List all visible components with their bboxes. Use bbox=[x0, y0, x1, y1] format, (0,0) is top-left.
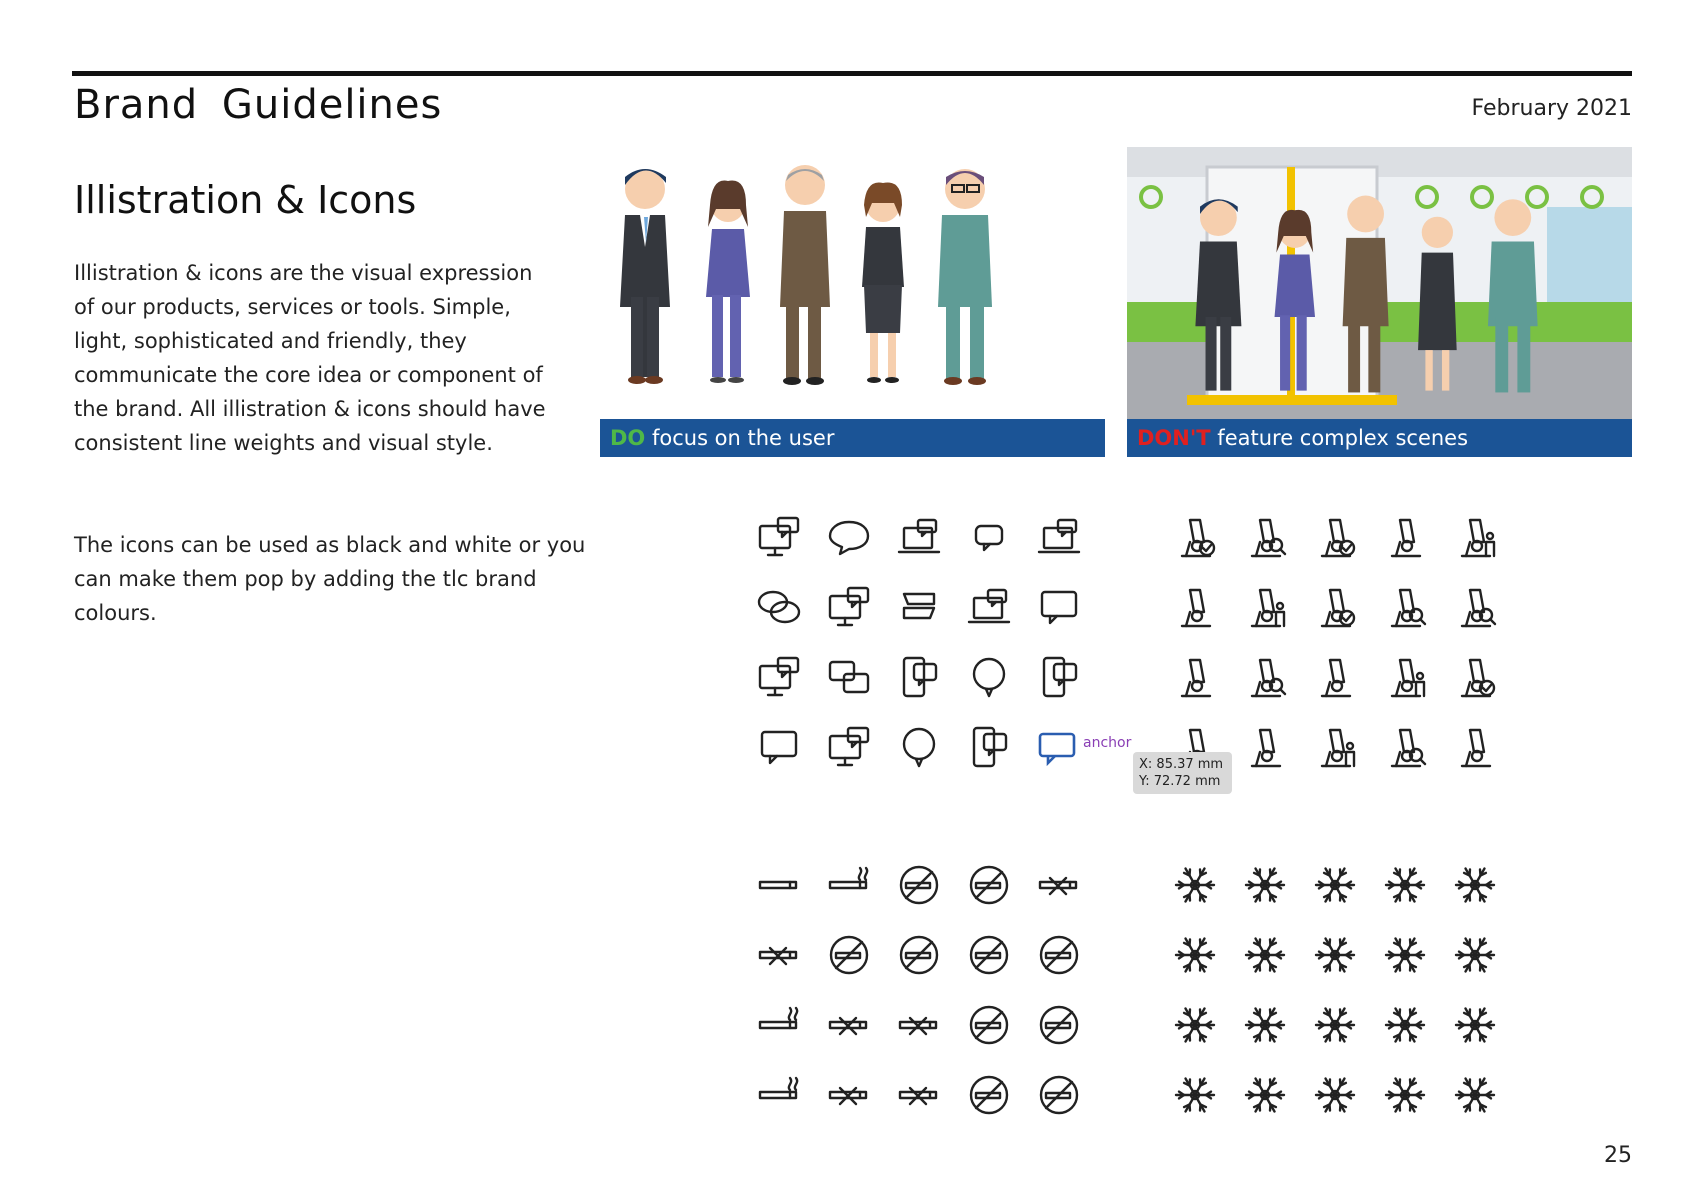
snowflake-icon bbox=[1160, 990, 1230, 1060]
cigarette-cross-icon bbox=[814, 1060, 884, 1130]
speech-bubble-icon bbox=[814, 502, 884, 572]
microscope-person-icon bbox=[1440, 502, 1510, 572]
snowflake-icon bbox=[1230, 990, 1300, 1060]
round-bubble-icon bbox=[954, 642, 1024, 712]
snowflake-icon bbox=[1300, 850, 1370, 920]
no-smoking-icon bbox=[884, 850, 954, 920]
smoking-cigarette-icon bbox=[744, 990, 814, 1060]
page-number: 25 bbox=[1604, 1143, 1632, 1168]
person-1 bbox=[620, 169, 670, 384]
intro-paragraph: Illistration & icons are the visual expression of our products, services or tools. Simple, light, sophisticated and friendly, they communicate the core idea or component of the brand. All illistration & icons should have consistent line weights and visual style. bbox=[74, 261, 546, 455]
cigarette-cross-icon bbox=[814, 990, 884, 1060]
cigarette-cross-icon bbox=[744, 920, 814, 990]
snowflake-icon bbox=[1230, 1060, 1300, 1130]
phone-chat-icon bbox=[884, 642, 954, 712]
cigarette-cross-icon bbox=[884, 1060, 954, 1130]
microscope-person-icon bbox=[1300, 712, 1370, 782]
microscope-search-icon bbox=[1440, 572, 1510, 642]
document-title: Brand Guidelines bbox=[74, 82, 443, 128]
dont-caption-text: feature complex scenes bbox=[1210, 426, 1469, 450]
microscope-icon bbox=[1160, 572, 1230, 642]
snowflake-icon bbox=[1440, 920, 1510, 990]
no-smoking-icon bbox=[1024, 920, 1094, 990]
snowflake-icon bbox=[1300, 990, 1370, 1060]
monitor-chat-icon bbox=[814, 712, 884, 782]
no-smoking-icon bbox=[884, 920, 954, 990]
microscope-check-icon bbox=[1440, 642, 1510, 712]
cigarette-cross-icon bbox=[884, 990, 954, 1060]
microscope-check-icon bbox=[1300, 572, 1370, 642]
stacked-bubbles-icon bbox=[884, 572, 954, 642]
x-coordinate: X: 85.37 mm bbox=[1139, 757, 1224, 772]
dont-label: DON'T bbox=[1137, 426, 1211, 450]
monitor-chat-icon bbox=[744, 642, 814, 712]
snowflake-icon bbox=[1370, 1060, 1440, 1130]
do-caption-text: focus on the user bbox=[645, 426, 835, 450]
snowflake-icon bbox=[1370, 850, 1440, 920]
no-smoking-icon bbox=[1024, 1060, 1094, 1130]
coordinate-tooltip bbox=[1133, 752, 1232, 794]
cigarette-cross-icon bbox=[1024, 850, 1094, 920]
microscope-search-icon bbox=[1230, 642, 1300, 712]
person-4 bbox=[862, 182, 904, 383]
square-bubble-icon bbox=[744, 712, 814, 782]
no-smoking-icon bbox=[1024, 990, 1094, 1060]
laptop-chat-icon bbox=[884, 502, 954, 572]
header-rule bbox=[72, 71, 1632, 76]
do-label: DO bbox=[610, 426, 646, 450]
snowflake-icon-grid bbox=[1160, 850, 1510, 1130]
smoking-cigarette-icon bbox=[744, 1060, 814, 1130]
microscope-icon bbox=[1370, 502, 1440, 572]
scientist-person-icon bbox=[1370, 642, 1440, 712]
dont-caption bbox=[1127, 419, 1632, 457]
square-bubble-icon bbox=[1024, 572, 1094, 642]
laptop-chat-icon bbox=[1024, 502, 1094, 572]
laptop-chat-icon bbox=[954, 572, 1024, 642]
scientist-microscope-icon bbox=[1160, 642, 1230, 712]
snowflake-icon bbox=[1440, 990, 1510, 1060]
cigarette-icon bbox=[744, 850, 814, 920]
no-smoking-icon bbox=[814, 920, 884, 990]
business-people-illustration bbox=[600, 147, 1105, 419]
microscope-icon bbox=[1440, 712, 1510, 782]
no-smoking-icon bbox=[954, 920, 1024, 990]
no-smoking-icon bbox=[954, 850, 1024, 920]
do-caption bbox=[600, 419, 1105, 457]
dont-example-image bbox=[1127, 147, 1632, 457]
scientist-icon bbox=[1230, 712, 1300, 782]
snowflake-icon bbox=[1230, 850, 1300, 920]
y-coordinate: Y: 72.72 mm bbox=[1139, 774, 1221, 789]
chat-icon-grid bbox=[744, 502, 1094, 782]
snowflake-icon bbox=[1370, 990, 1440, 1060]
train-scene-illustration bbox=[1127, 147, 1632, 419]
round-bubble-icon bbox=[884, 712, 954, 782]
person-2 bbox=[706, 181, 750, 384]
microscope-icon bbox=[1300, 642, 1370, 712]
two-bubbles-icon bbox=[744, 572, 814, 642]
scientist-search-icon bbox=[1370, 712, 1440, 782]
scientist-check-icon bbox=[1300, 502, 1370, 572]
snowflake-icon bbox=[1440, 1060, 1510, 1130]
snowflake-icon bbox=[1300, 1060, 1370, 1130]
anchor-label: anchor bbox=[1083, 735, 1132, 751]
small-speech-bubble-icon bbox=[954, 502, 1024, 572]
smoking-cigarette-icon bbox=[814, 850, 884, 920]
snowflake-icon bbox=[1160, 1060, 1230, 1130]
microscope-person-icon bbox=[1230, 572, 1300, 642]
two-square-bubbles-icon bbox=[814, 642, 884, 712]
person-5 bbox=[938, 169, 992, 385]
section-title: Illistration & Icons bbox=[74, 178, 417, 222]
icons-paragraph: The icons can be used as black and white or you can make them pop by adding the tlc brand colours. bbox=[74, 533, 586, 625]
person-3 bbox=[780, 165, 830, 385]
snowflake-icon bbox=[1160, 850, 1230, 920]
microscope-check-icon bbox=[1160, 502, 1230, 572]
scientist-search-icon bbox=[1370, 572, 1440, 642]
snowflake-icon bbox=[1300, 920, 1370, 990]
phone-chat-icon bbox=[954, 712, 1024, 782]
snowflake-icon bbox=[1370, 920, 1440, 990]
no-smoking-icon bbox=[954, 990, 1024, 1060]
phone-chat-icon bbox=[1024, 642, 1094, 712]
microscope-search-icon bbox=[1230, 502, 1300, 572]
snowflake-icon bbox=[1230, 920, 1300, 990]
do-example-image bbox=[600, 147, 1105, 457]
snowflake-icon bbox=[1440, 850, 1510, 920]
monitor-chat-icon bbox=[814, 572, 884, 642]
snowflake-icon bbox=[1160, 920, 1230, 990]
no-smoking-icon bbox=[954, 1060, 1024, 1130]
lab-icon-grid bbox=[1160, 502, 1510, 782]
smoking-icon-grid bbox=[744, 850, 1094, 1130]
document-date: February 2021 bbox=[1471, 96, 1632, 121]
monitor-chat-icon bbox=[744, 502, 814, 572]
